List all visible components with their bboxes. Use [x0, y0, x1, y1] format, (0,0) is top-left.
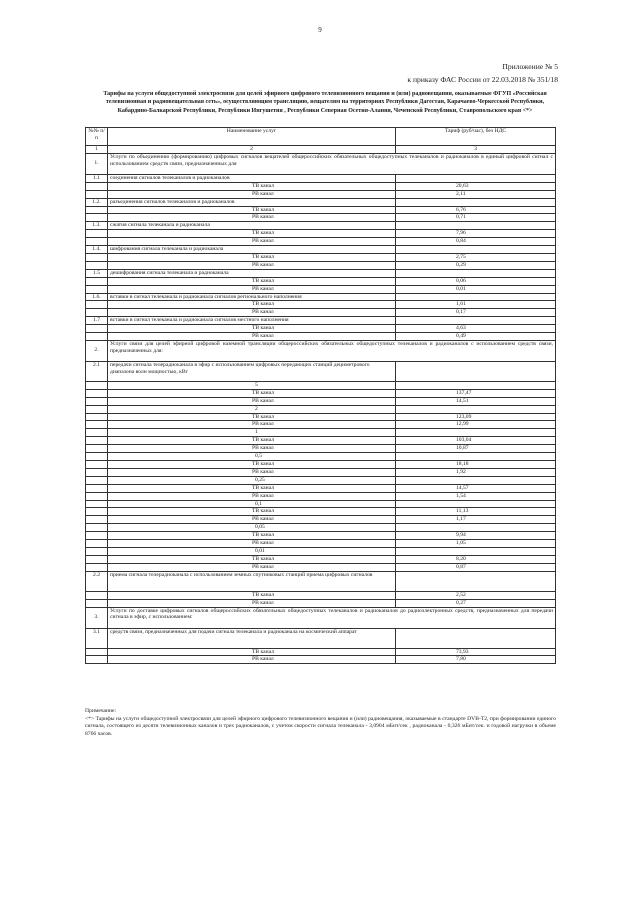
item-tariff-empty — [396, 317, 556, 325]
power-row — [86, 500, 556, 508]
tariff-value: 7,80 — [396, 656, 556, 664]
power-row — [86, 429, 556, 437]
power-label: 0,5 — [108, 453, 396, 461]
tariff-value: 0,29 — [396, 261, 556, 269]
row-number-empty — [86, 445, 108, 453]
power-row — [86, 547, 556, 555]
row-number: 1.5 — [86, 269, 108, 277]
row-number-empty — [86, 599, 108, 607]
page-number: 9 — [318, 26, 322, 34]
row-number-empty — [86, 492, 108, 500]
tariff-value: 0,87 — [396, 563, 556, 571]
channel-label: ТВ канал — [108, 277, 396, 285]
tariff-value: 137,47 — [396, 389, 556, 397]
row-number-empty — [86, 524, 108, 532]
item-tariff-empty — [396, 628, 556, 648]
channel-row — [86, 468, 556, 476]
channel-label: ТВ канал — [108, 591, 396, 599]
tariff-value: 7,96 — [396, 230, 556, 238]
tariff-value: 0,71 — [396, 214, 556, 222]
tariff-value: 1,54 — [396, 492, 556, 500]
row-number-empty — [86, 214, 108, 222]
power-label: 0,25 — [108, 476, 396, 484]
channel-row — [86, 508, 556, 516]
channel-label: ТВ канал — [108, 461, 396, 469]
tariff-value: 10,87 — [396, 445, 556, 453]
row-number-empty — [86, 253, 108, 261]
channel-label: РВ канал — [108, 445, 396, 453]
row-number-empty — [86, 261, 108, 269]
power-row — [86, 381, 556, 389]
notes-title: Примечание: — [85, 708, 117, 714]
item-text: сжатия сигнала телеканала и радиоканала — [108, 222, 396, 230]
tariff-value: 11,13 — [396, 508, 556, 516]
tariff-value: 0,27 — [396, 599, 556, 607]
item-text: приема сигнала телерадиоканала с использованием земных спутниковых станций приема цифровых сигналов — [108, 571, 396, 591]
item-text: разъединения сигналов телеканалов и радиоканалов — [108, 198, 396, 206]
tariff-table — [85, 127, 556, 664]
row-number-empty — [86, 555, 108, 563]
table-header-row — [86, 128, 556, 146]
row-number: 1.7 — [86, 317, 108, 325]
channel-label: ТВ канал — [108, 206, 396, 214]
section-text: Услуги связи для целей эфирной цифровой наземной трансляции общероссийских обязательных общедоступных телеканалов и радиоканалов с использованием средств связи, предназначенных для: — [108, 340, 556, 361]
item-row — [86, 222, 556, 230]
channel-label: ТВ канал — [108, 508, 396, 516]
channel-label: РВ канал — [108, 214, 396, 222]
row-number-empty — [86, 301, 108, 309]
row-number-empty — [86, 516, 108, 524]
channel-row — [86, 333, 556, 341]
channel-row — [86, 648, 556, 656]
channel-label: ТВ канал — [108, 182, 396, 190]
row-number-empty — [86, 182, 108, 190]
item-row — [86, 361, 556, 381]
row-number: 1. — [86, 153, 108, 174]
channel-row — [86, 540, 556, 548]
power-row — [86, 405, 556, 413]
row-number-empty — [86, 325, 108, 333]
power-tariff-empty — [396, 429, 556, 437]
channel-row — [86, 301, 556, 309]
channel-label: ТВ канал — [108, 484, 396, 492]
notes — [85, 708, 556, 738]
row-number-empty — [86, 285, 108, 293]
item-text: соединения сигналов телеканалов и радиоканалов — [108, 174, 396, 182]
tariff-value: 9,94 — [396, 532, 556, 540]
item-tariff-empty — [396, 293, 556, 301]
item-tariff-empty — [396, 246, 556, 254]
tariff-value: 0,06 — [396, 277, 556, 285]
channel-row — [86, 389, 556, 397]
channel-row — [86, 421, 556, 429]
column-numbers-row — [86, 146, 556, 154]
row-number-empty — [86, 461, 108, 469]
tariff-value: 1,92 — [396, 468, 556, 476]
row-number-empty — [86, 413, 108, 421]
power-tariff-empty — [396, 500, 556, 508]
power-label: 2 — [108, 405, 396, 413]
channel-label: РВ канал — [108, 599, 396, 607]
channel-row — [86, 190, 556, 198]
power-label: 1 — [108, 429, 396, 437]
document-title: Тарифы на услуги общедоступной электросвязи для целей эфирного цифрового телевизионного вещания и (или) радиовещания, оказываемые ФГУП «Российская телевизионная и радиовещательная сеть», осуществляющим трансляцию, вещателям на территориях Республики Дагестан, Карачаево-Черкесской Республики, Кабардино-Балкарской Республики, Республики Ингушетия , Республики Северная Осетия-Алания, Чеченской Республики, Ставропольского края <*> — [103, 91, 547, 114]
channel-row — [86, 182, 556, 190]
item-tariff-empty — [396, 174, 556, 182]
row-number: 1.1 — [86, 174, 108, 182]
row-number: 3.1 — [86, 628, 108, 648]
section-text: Услуги по доставке цифровых сигналов общероссийских обязательных общедоступных телеканалов и радиоканалов до радиоэлектронных средств, предназначенных для передачи сигнала в эфир, с использованием: — [108, 607, 556, 628]
item-row — [86, 269, 556, 277]
channel-label: РВ канал — [108, 190, 396, 198]
row-number-empty — [86, 453, 108, 461]
annex-header — [407, 60, 558, 86]
row-number-empty — [86, 540, 108, 548]
channel-row — [86, 599, 556, 607]
item-tariff-empty — [396, 222, 556, 230]
channel-label: ТВ канал — [108, 301, 396, 309]
col-number: 1 — [86, 146, 108, 154]
row-number: 2. — [86, 340, 108, 361]
item-row — [86, 628, 556, 648]
tariff-value: 14,51 — [396, 397, 556, 405]
row-number-empty — [86, 381, 108, 389]
channel-row — [86, 563, 556, 571]
row-number-empty — [86, 238, 108, 246]
power-row — [86, 476, 556, 484]
tariff-value: 73,93 — [396, 648, 556, 656]
channel-label: РВ канал — [108, 516, 396, 524]
section-row — [86, 153, 556, 174]
row-number-empty — [86, 656, 108, 664]
section-row — [86, 607, 556, 628]
row-number-empty — [86, 563, 108, 571]
row-number: 2.2 — [86, 571, 108, 591]
item-tariff-empty — [396, 198, 556, 206]
channel-row — [86, 309, 556, 317]
power-label: 0,1 — [108, 500, 396, 508]
channel-label: РВ канал — [108, 285, 396, 293]
tariff-value: 8,20 — [396, 555, 556, 563]
tariff-value: 0,01 — [396, 285, 556, 293]
tariff-value: 2,11 — [396, 190, 556, 198]
channel-label: РВ канал — [108, 421, 396, 429]
row-number-empty — [86, 389, 108, 397]
tariff-value: 2,75 — [396, 253, 556, 261]
power-label: 0,01 — [108, 547, 396, 555]
item-row — [86, 174, 556, 182]
header-num: №№ п/п — [86, 128, 108, 146]
tariff-value: 4,63 — [396, 325, 556, 333]
row-number-empty — [86, 206, 108, 214]
channel-label: ТВ канал — [108, 389, 396, 397]
channel-label: РВ канал — [108, 309, 396, 317]
row-number: 3. — [86, 607, 108, 628]
channel-row — [86, 492, 556, 500]
channel-row — [86, 397, 556, 405]
row-number-empty — [86, 421, 108, 429]
row-number-empty — [86, 476, 108, 484]
item-text: средств связи, предназначенных для подачи сигнала телеканала и радиоканала на космический аппарат — [108, 628, 396, 648]
channel-row — [86, 484, 556, 492]
power-tariff-empty — [396, 547, 556, 555]
header-tariff: Тариф (руб/час), без НДС — [396, 128, 556, 146]
row-number-empty — [86, 648, 108, 656]
tariff-value: 2,52 — [396, 591, 556, 599]
channel-label: ТВ канал — [108, 555, 396, 563]
tariff-value: 14,57 — [396, 484, 556, 492]
tariff-value: 12,99 — [396, 421, 556, 429]
row-number-empty — [86, 468, 108, 476]
row-number: 1.6. — [86, 293, 108, 301]
power-tariff-empty — [396, 524, 556, 532]
row-number-empty — [86, 437, 108, 445]
col-number: 3 — [396, 146, 556, 154]
item-row — [86, 198, 556, 206]
channel-label: ТВ канал — [108, 230, 396, 238]
item-row — [86, 571, 556, 591]
item-row — [86, 293, 556, 301]
item-text: шифрования сигнала телеканала и радиоканала — [108, 246, 396, 254]
row-number-empty — [86, 190, 108, 198]
tariff-value: 0,49 — [396, 333, 556, 341]
section-text: Услуги по объединению (формированию) цифровых сигналов вещателей общероссийских обязательных общедоступных телеканалов и радиоканалов в единый цифровой сигнал с использованием средств связи, предназначенных для — [108, 153, 556, 174]
item-tariff-empty — [396, 361, 556, 381]
power-tariff-empty — [396, 453, 556, 461]
row-number-empty — [86, 230, 108, 238]
row-number: 1.4. — [86, 246, 108, 254]
row-number-empty — [86, 429, 108, 437]
col-number: 2 — [108, 146, 396, 154]
channel-row — [86, 445, 556, 453]
row-number: 1.2. — [86, 198, 108, 206]
tariff-value: 0,84 — [396, 238, 556, 246]
channel-row — [86, 555, 556, 563]
row-number-empty — [86, 277, 108, 285]
row-number-empty — [86, 508, 108, 516]
channel-label: ТВ канал — [108, 325, 396, 333]
channel-label: РВ канал — [108, 540, 396, 548]
channel-row — [86, 285, 556, 293]
channel-label: РВ канал — [108, 238, 396, 246]
channel-row — [86, 206, 556, 214]
channel-label: РВ канал — [108, 261, 396, 269]
channel-row — [86, 325, 556, 333]
section-row — [86, 340, 556, 361]
channel-label: РВ канал — [108, 333, 396, 341]
channel-label: ТВ канал — [108, 253, 396, 261]
item-text: передачи сигнала телерадиоканала в эфир с использованием цифровых передающих станций дециметрового диапазона волн мощностью, кВт — [108, 361, 396, 381]
channel-label: РВ канал — [108, 468, 396, 476]
channel-row — [86, 253, 556, 261]
power-tariff-empty — [396, 405, 556, 413]
channel-row — [86, 516, 556, 524]
item-text: дешифрования сигнала телеканала и радиоканала — [108, 269, 396, 277]
channel-label: РВ канал — [108, 397, 396, 405]
item-tariff-empty — [396, 269, 556, 277]
tariff-value: 20,63 — [396, 182, 556, 190]
channel-row — [86, 532, 556, 540]
tariff-value: 18,18 — [396, 461, 556, 469]
power-label: 0,05 — [108, 524, 396, 532]
row-number-empty — [86, 397, 108, 405]
item-row — [86, 317, 556, 325]
row-number: 1.3. — [86, 222, 108, 230]
row-number-empty — [86, 309, 108, 317]
item-text: вставки в сигнал телеканала и радиоканала сигналов местного наполнения — [108, 317, 396, 325]
row-number-empty — [86, 484, 108, 492]
row-number-empty — [86, 532, 108, 540]
tariff-value: 123,09 — [396, 413, 556, 421]
channel-row — [86, 656, 556, 664]
channel-label: РВ канал — [108, 563, 396, 571]
power-row — [86, 453, 556, 461]
table-body — [86, 153, 556, 663]
channel-row — [86, 261, 556, 269]
row-number-empty — [86, 547, 108, 555]
power-tariff-empty — [396, 476, 556, 484]
notes-text: <*> Тарифы на услуги общедоступной электросвязи для целей эфирного цифрового телевизионного вещания и (или) радиовещания, оказываемые в стандарте DVB-T2, при формировании единого сигнала, состоящего из десяти телевизионных каналов и трех радиоканалов, с учетом скорости сигнала телеканала - 3,0904 мБит/сек , радиоканала - 0,326 мБит/сек. и годовой нагрузки в объеме 8766 часов. — [85, 715, 556, 737]
tariff-value: 103,04 — [396, 437, 556, 445]
channel-label: ТВ канал — [108, 648, 396, 656]
tariff-value: 1,61 — [396, 301, 556, 309]
channel-label: ТВ канал — [108, 413, 396, 421]
channel-row — [86, 230, 556, 238]
power-row — [86, 524, 556, 532]
item-text: вставки в сигнал телеканала и радиоканала сигналов регионального наполнения — [108, 293, 396, 301]
channel-row — [86, 413, 556, 421]
tariff-value: 1,05 — [396, 540, 556, 548]
channel-label: ТВ канал — [108, 532, 396, 540]
channel-row — [86, 214, 556, 222]
annex-title: Приложение № 5 — [502, 62, 558, 71]
tariff-value: 1,17 — [396, 516, 556, 524]
channel-label: РВ канал — [108, 492, 396, 500]
channel-row — [86, 591, 556, 599]
row-number-empty — [86, 405, 108, 413]
channel-row — [86, 277, 556, 285]
row-number-empty — [86, 500, 108, 508]
tariff-value: 6,76 — [396, 206, 556, 214]
channel-row — [86, 461, 556, 469]
channel-row — [86, 437, 556, 445]
header-name: Наименование услуг — [108, 128, 396, 146]
item-tariff-empty — [396, 571, 556, 591]
tariff-value: 0,17 — [396, 309, 556, 317]
channel-row — [86, 238, 556, 246]
power-label: 5 — [108, 381, 396, 389]
channel-label: РВ канал — [108, 656, 396, 664]
power-tariff-empty — [396, 381, 556, 389]
annex-reference: к приказу ФАС России от 22.03.2018 № 351/18 — [407, 75, 558, 84]
row-number-empty — [86, 333, 108, 341]
channel-label: ТВ канал — [108, 437, 396, 445]
row-number: 2.1 — [86, 361, 108, 381]
row-number-empty — [86, 591, 108, 599]
item-row — [86, 246, 556, 254]
